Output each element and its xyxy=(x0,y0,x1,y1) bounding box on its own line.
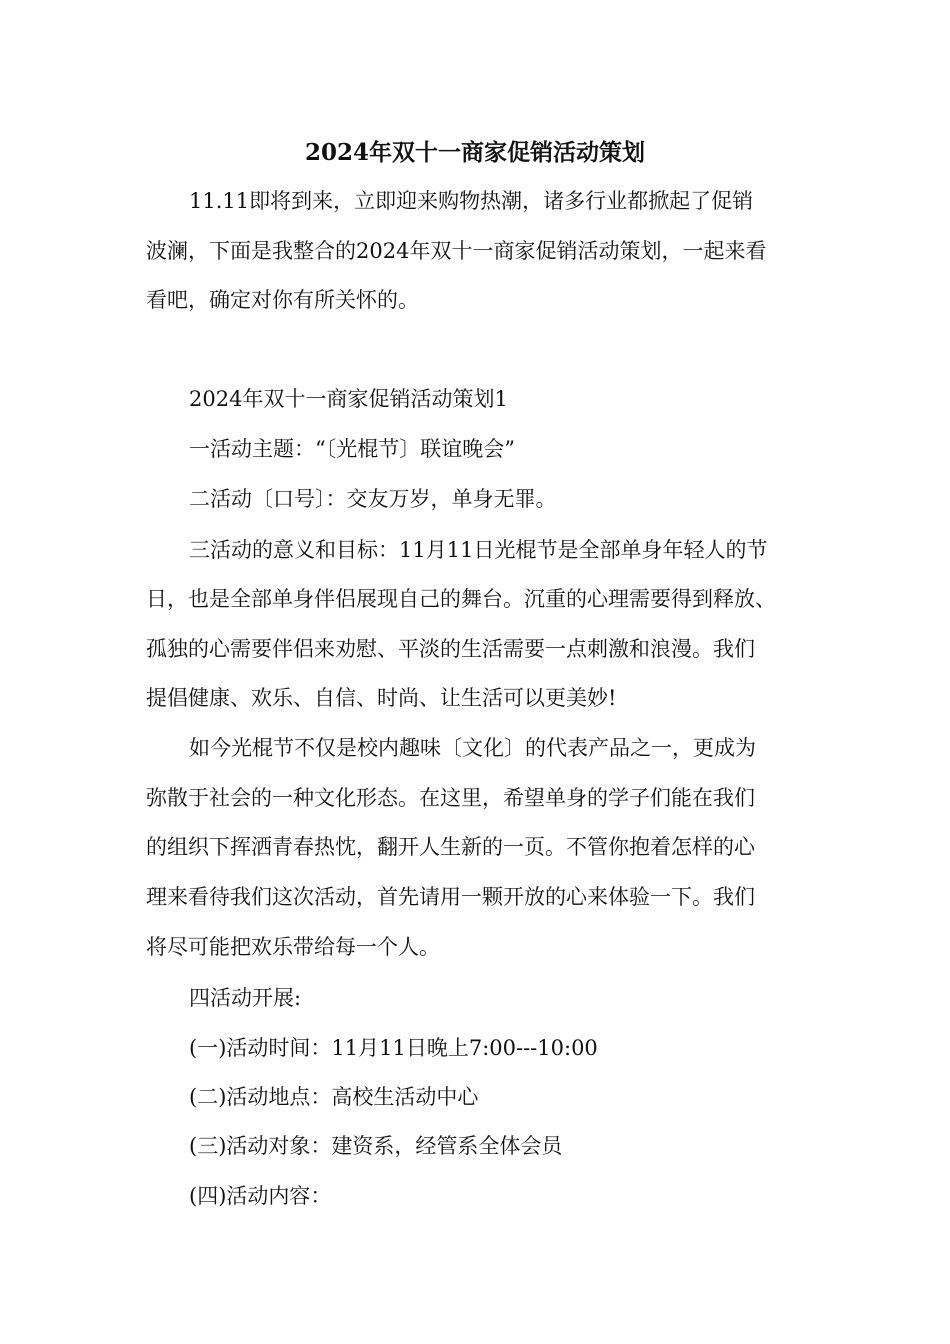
purpose-line-1: 三活动的意义和目标：11月11日光棍节是全部单身年轻人的节 xyxy=(189,538,768,562)
activity-location: (二)活动地点：高校生活动中心 xyxy=(189,1085,479,1109)
intro-line-1: 11.11即将到来，立即迎来购物热潮，诸多行业都掀起了促销 xyxy=(189,189,754,213)
activity-time: (一)活动时间：11月11日晚上7:00---10:00 xyxy=(189,1036,598,1060)
purpose-line-3: 孤独的心需要伴侣来劝慰、平淡的生活需要一点刺激和浪漫。我们 xyxy=(146,637,755,661)
culture-line-3: 的组织下挥洒青春热忱，翻开人生新的一页。不管你抱着怎样的心 xyxy=(146,835,755,859)
activity-audience: (三)活动对象：建资系，经管系全体会员 xyxy=(189,1134,563,1158)
culture-line-1: 如今光棍节不仅是校内趣味〔文化〕的代表产品之一，更成为 xyxy=(189,736,756,760)
activity-slogan: 二活动〔口号〕：交友万岁，单身无罪。 xyxy=(189,487,557,511)
culture-line-2: 弥散于社会的一种文化形态。在这里，希望单身的学子们能在我们 xyxy=(146,786,755,810)
activity-theme: 一活动主题：“〔光棍节〕联谊晚会” xyxy=(189,437,515,461)
intro-line-2: 波澜，下面是我整合的2024年双十一商家促销活动策划，一起来看 xyxy=(146,239,767,263)
activity-development-heading: 四活动开展: xyxy=(189,986,302,1010)
culture-line-4: 理来看待我们这次活动，首先请用一颗开放的心来体验一下。我们 xyxy=(146,885,755,909)
purpose-line-4: 提倡健康、欢乐、自信、时尚、让生活可以更美妙! xyxy=(146,686,617,710)
purpose-line-2: 日，也是全部单身伴侣展现自己的舞台。沉重的心理需要得到释放、 xyxy=(146,587,776,611)
culture-line-5: 将尽可能把欢乐带给每一个人。 xyxy=(146,935,440,959)
document-title: 2024年双十一商家促销活动策划 xyxy=(304,139,645,166)
activity-content: (四)活动内容： xyxy=(189,1184,332,1208)
section-heading: 2024年双十一商家促销活动策划1 xyxy=(189,387,508,411)
intro-line-3: 看吧，确定对你有所关怀的。 xyxy=(146,288,419,312)
